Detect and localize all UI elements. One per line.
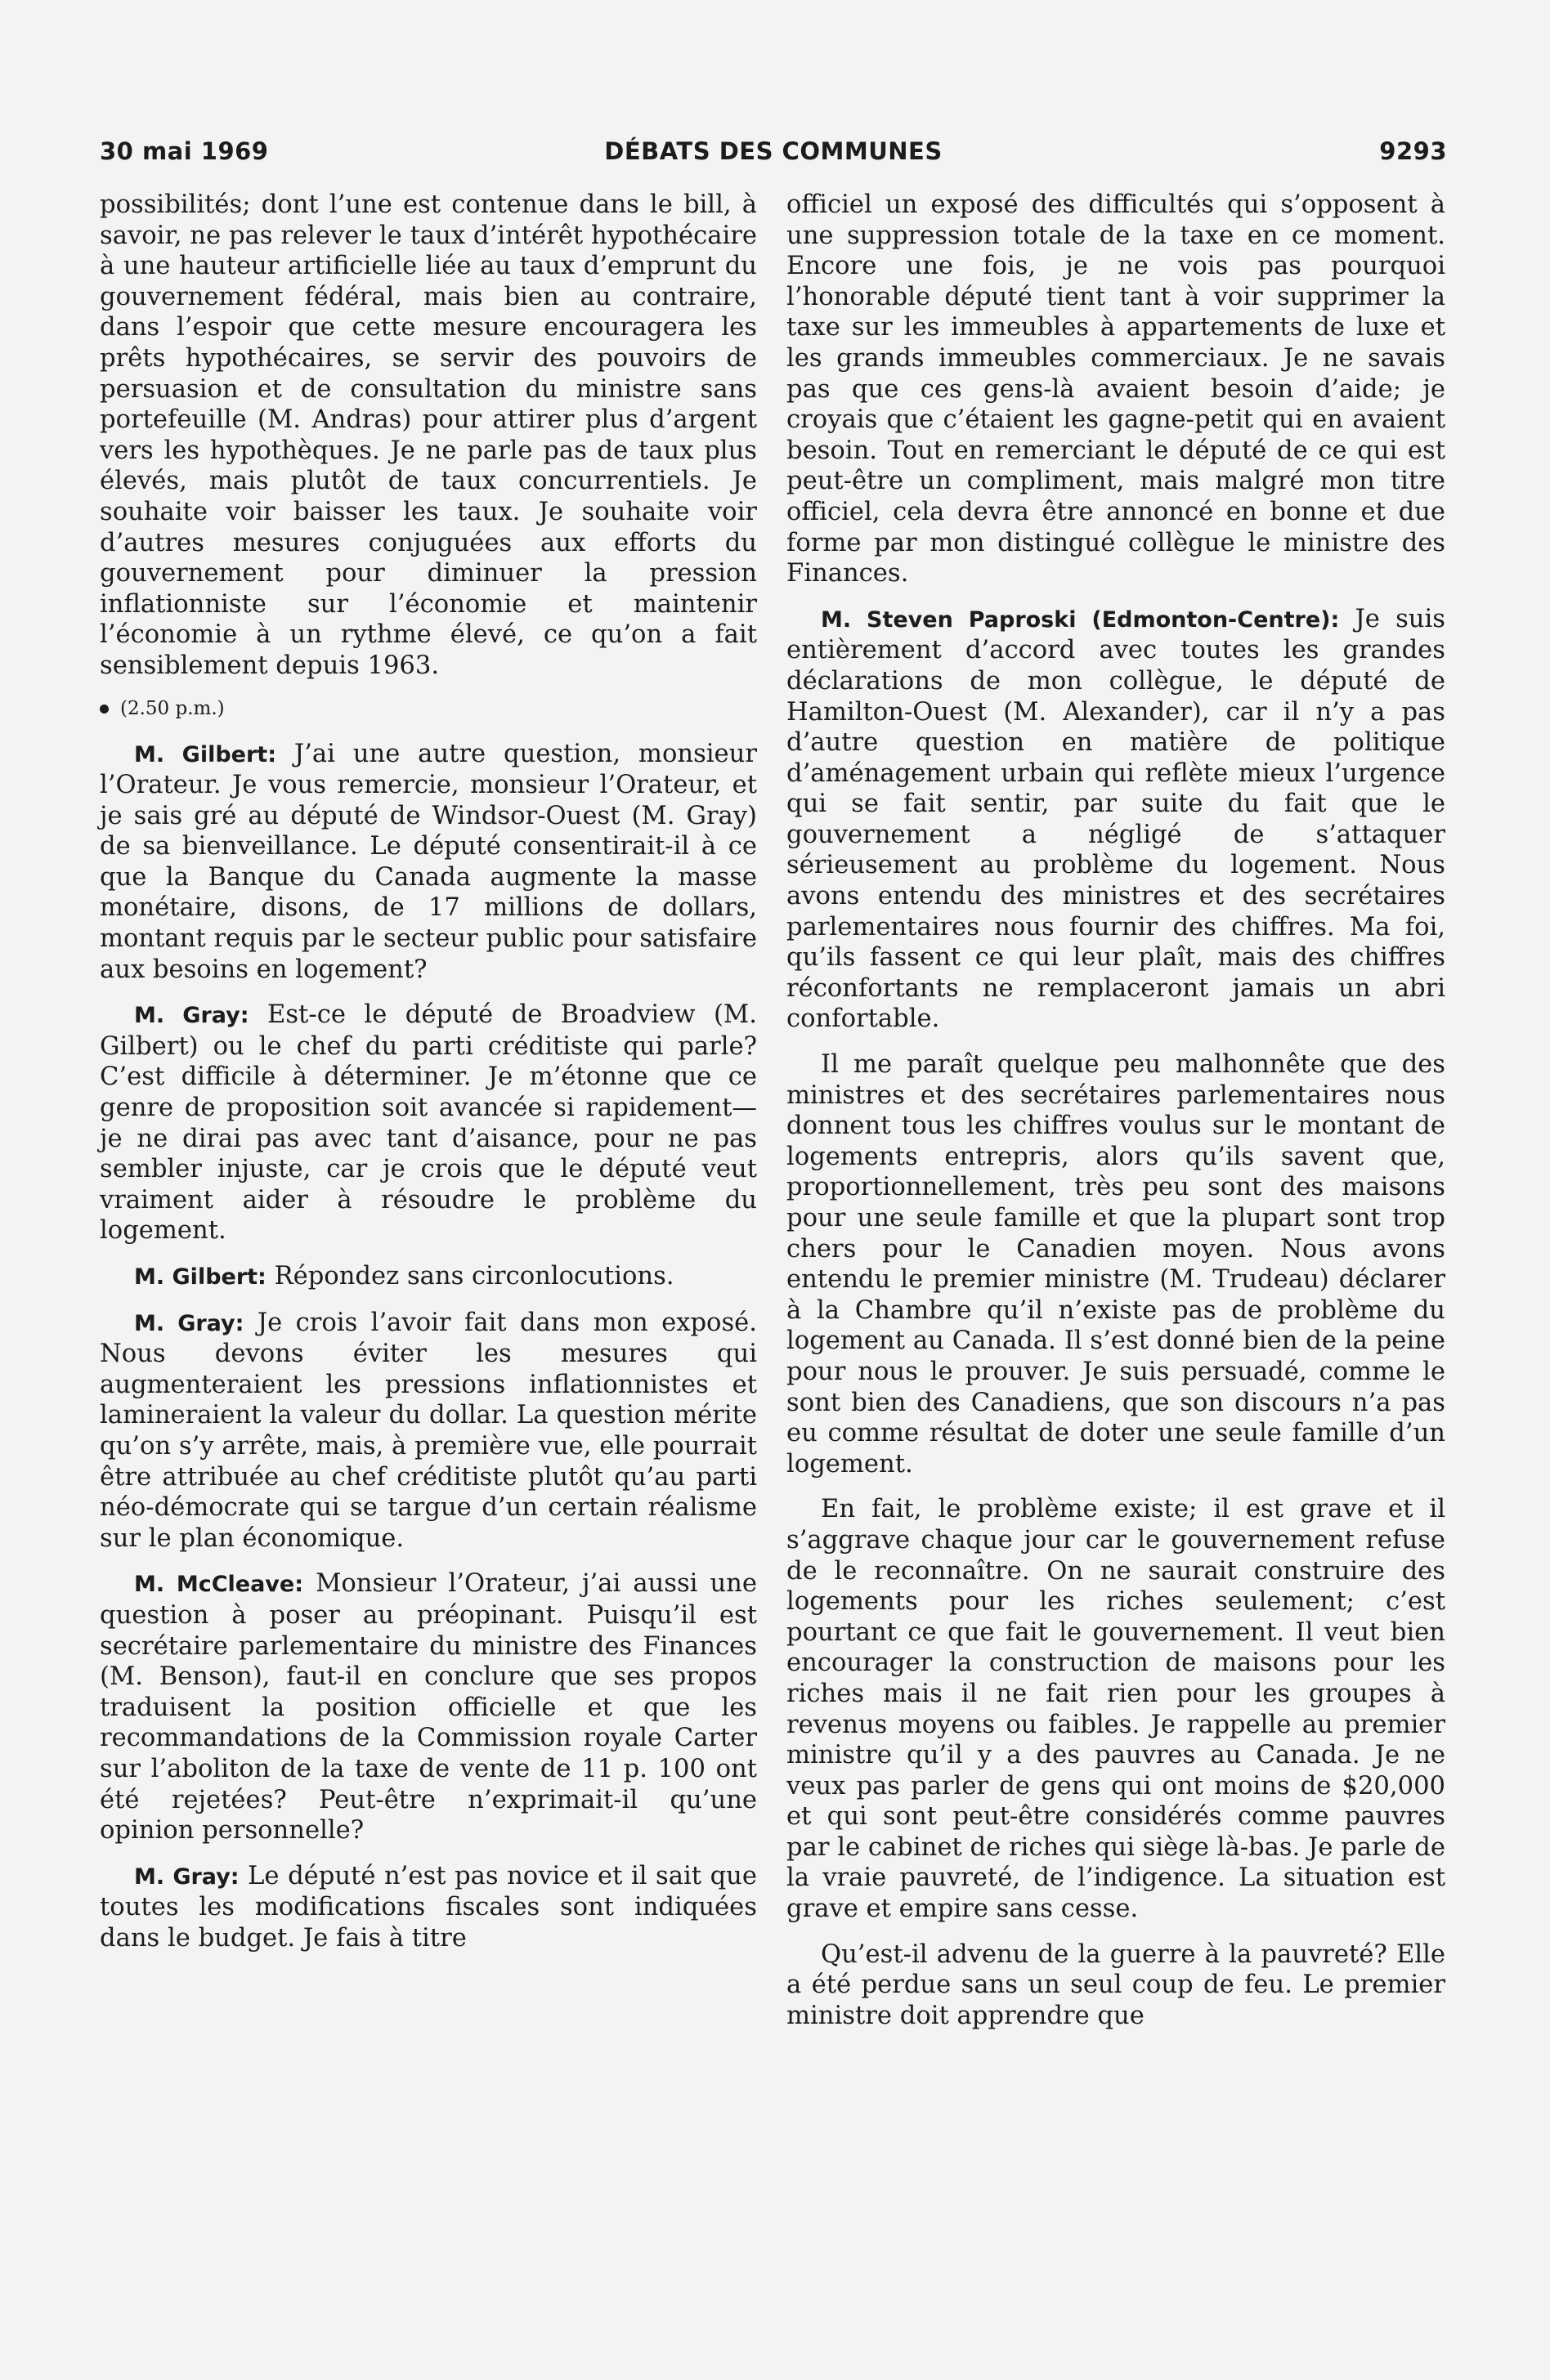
- speech-text: Le député n’est pas novice et il sait que toutes les modifications fiscales sont indiquées dans le budget. Je fais à titre: [100, 1861, 757, 1953]
- header-page-number: 9293: [1379, 137, 1447, 165]
- header-journal-title: DÉBATS DES COMMUNES: [604, 137, 943, 165]
- speech-paragraph: [100, 1568, 757, 1845]
- speech-text: J’ai une autre question, monsieur l’Orateur. Je vous remercie, monsieur l’Orateur, et je sais gré au député de Windsor-Ouest (M. Gray) de sa bienveillance. Le député consentirait-il à ce que la Banque du Canada augmente la masse monétaire, disons, de 17 millions de dollars, montant requis par le secteur public pour satisfaire aux besoins en logement?: [100, 739, 757, 984]
- speech-paragraph: [786, 604, 1445, 1035]
- left-column: [100, 190, 757, 1968]
- paragraph: En fait, le problème existe; il est grave et il s’aggrave chaque jour car le gouvernement refuse de le reconnaître. On ne saurait construire des logements pour les riches seulement; c’est pourtant ce que fait le gouvernement. Il veut bien encourager la construction de maisons pour les riches mais il ne fait rien pour les groupes à revenus moyens ou faibles. Je rappelle au premier ministre qu’il y a des pauvres au Canada. Je ne veux pas parler de gens qui ont moins de $20,000 et qui sont peut-être considérés comme pauvres par le cabinet de riches qui siège là-bas. Je parle de la vraie pauvreté, de l’indigence. La situation est grave et empire sans cesse.: [786, 1495, 1445, 1924]
- speech-text: Je suis entièrement d’accord avec toutes les grandes déclarations de mon collègue, le député de Hamilton-Ouest (M. Alexander), car il n’y a pas d’autre question en matière de politique d’aménagement urbain qui reflète mieux l’urgence qui se fait sentir, par suite du fait que le gouvernement a négligé de s’attaquer sérieusement au problème du logement. Nous avons entendu des ministres et des secrétaires parlementaires nous fournir des chiffres. Ma foi, qu’ils fassent ce qui leur plaît, mais des chiffres réconfortants ne remplaceront jamais un abri confortable.: [786, 604, 1445, 1034]
- speech-text: Est-ce le député de Broadview (M. Gilbert) ou le chef du parti créditiste qui parle? C’est difficile à déterminer. Je m’étonne que ce genre de proposition soit avancée si rapidement— je ne dirai pas avec tant d’aisance, pour ne pas sembler injuste, car je crois que le député veut vraiment aider à résoudre le problème du logement.: [100, 1000, 757, 1246]
- paragraph: Il me paraît quelque peu malhonnête que des ministres et des secrétaires parlementaires nous donnent tous les chiffres voulus sur le montant de logements entrepris, alors qu’ils savent que, proportionnellement, très peu sont des maisons pour une seule famille et que la plupart sont trop chers pour le Canadien moyen. Nous avons entendu le premier ministre (M. Trudeau) déclarer à la Chambre qu’il n’existe pas de problème du logement au Canada. Il s’est donné bien de la peine pour nous le prouver. Je suis persuadé, comme le sont bien des Canadiens, que son discours n’a pas eu comme résultat de doter une seule famille d’un logement.: [786, 1050, 1445, 1479]
- time-stamp: (2.50 p.m.): [120, 697, 225, 719]
- speech-paragraph: [100, 1861, 757, 1954]
- bullet-icon: [100, 705, 109, 714]
- right-column: [786, 190, 1445, 2046]
- time-marker: [100, 696, 757, 721]
- speaker-name: M. Steven Paproski (Edmonton-Centre):: [821, 606, 1340, 633]
- speaker-name: M. McCleave:: [134, 1572, 304, 1598]
- speech-paragraph: [100, 1261, 757, 1293]
- speaker-name: M. Gray:: [134, 1003, 249, 1029]
- speech-text: Répondez sans circonlocutions.: [266, 1262, 674, 1291]
- paragraph: Qu’est-il advenu de la guerre à la pauvreté? Elle a été perdue sans un seul coup de feu. Le premier ministre doit apprendre que: [786, 1939, 1445, 2030]
- speech-text: Je crois l’avoir fait dans mon exposé. Nous devons éviter les mesures qui augmenteraient les pressions inflationnistes et lamineraient la valeur du dollar. La question mérite qu’on s’y arrête, mais, à première vue, elle pourrait être attribuée au chef créditiste plutôt qu’au parti néo-démocrate qui se targue d’un certain réalisme sur le plan économique.: [100, 1308, 757, 1553]
- speaker-name: M. Gilbert:: [134, 741, 277, 767]
- running-head: [100, 137, 1447, 173]
- speech-paragraph: [100, 1308, 757, 1555]
- speaker-name: M. Gilbert:: [134, 1264, 267, 1290]
- speech-paragraph: [100, 739, 757, 986]
- speech-text: Monsieur l’Orateur, j’ai aussi une question à poser au préopinant. Puisqu’il est secrétaire parlementaire du ministre des Finances (M. Benson), faut-il en conclure que ses propos traduisent la position officielle et que les recommandations de la Commission royale Carter sur l’aboliton de la taxe de vente de 11 p. 100 ont été rejetées? Peut-être n’exprimait-il qu’une opinion personnelle?: [100, 1569, 757, 1845]
- paragraph: officiel un exposé des difficultés qui s’opposent à une suppression totale de la taxe en ce moment. Encore une fois, je ne vois pas pourquoi l’honorable député tient tant à voir supprimer la taxe sur les immeubles à appartements de luxe et les grands immeubles commerciaux. Je ne savais pas que ces gens-là avaient besoin d’aide; je croyais que c’étaient les gagne-petit qui en avaient besoin. Tout en remerciant le député de ce qui est peut-être un compliment, mais malgré mon titre officiel, cela devra être annoncé en bonne et due forme par mon distingué collègue le ministre des Finances.: [786, 190, 1445, 588]
- header-date: 30 mai 1969: [100, 137, 269, 165]
- speech-paragraph: [100, 1000, 757, 1246]
- speaker-name: M. Gray:: [134, 1863, 240, 1890]
- paragraph: possibilités; dont l’une est contenue dans le bill, à savoir, ne pas relever le taux d’intérêt hypothécaire à une hauteur artificielle liée au taux d’emprunt du gouvernement fédéral, mais bien au contraire, dans l’espoir que cette mesure encouragera les prêts hypothécaires, se servir des pouvoirs de persuasion et de consultation du ministre sans portefeuille (M. Andras) pour attirer plus d’argent vers les hypothèques. Je ne parle pas de taux plus élevés, mais plutôt de taux concurrentiels. Je souhaite voir baisser les taux. Je souhaite voir d’autres mesures conjuguées aux efforts du gouvernement pour diminuer la pression inflationniste sur l’économie et maintenir l’économie à un rythme élevé, ce qu’on a fait sensiblement depuis 1963.: [100, 190, 757, 680]
- speaker-name: M. Gray:: [134, 1310, 244, 1336]
